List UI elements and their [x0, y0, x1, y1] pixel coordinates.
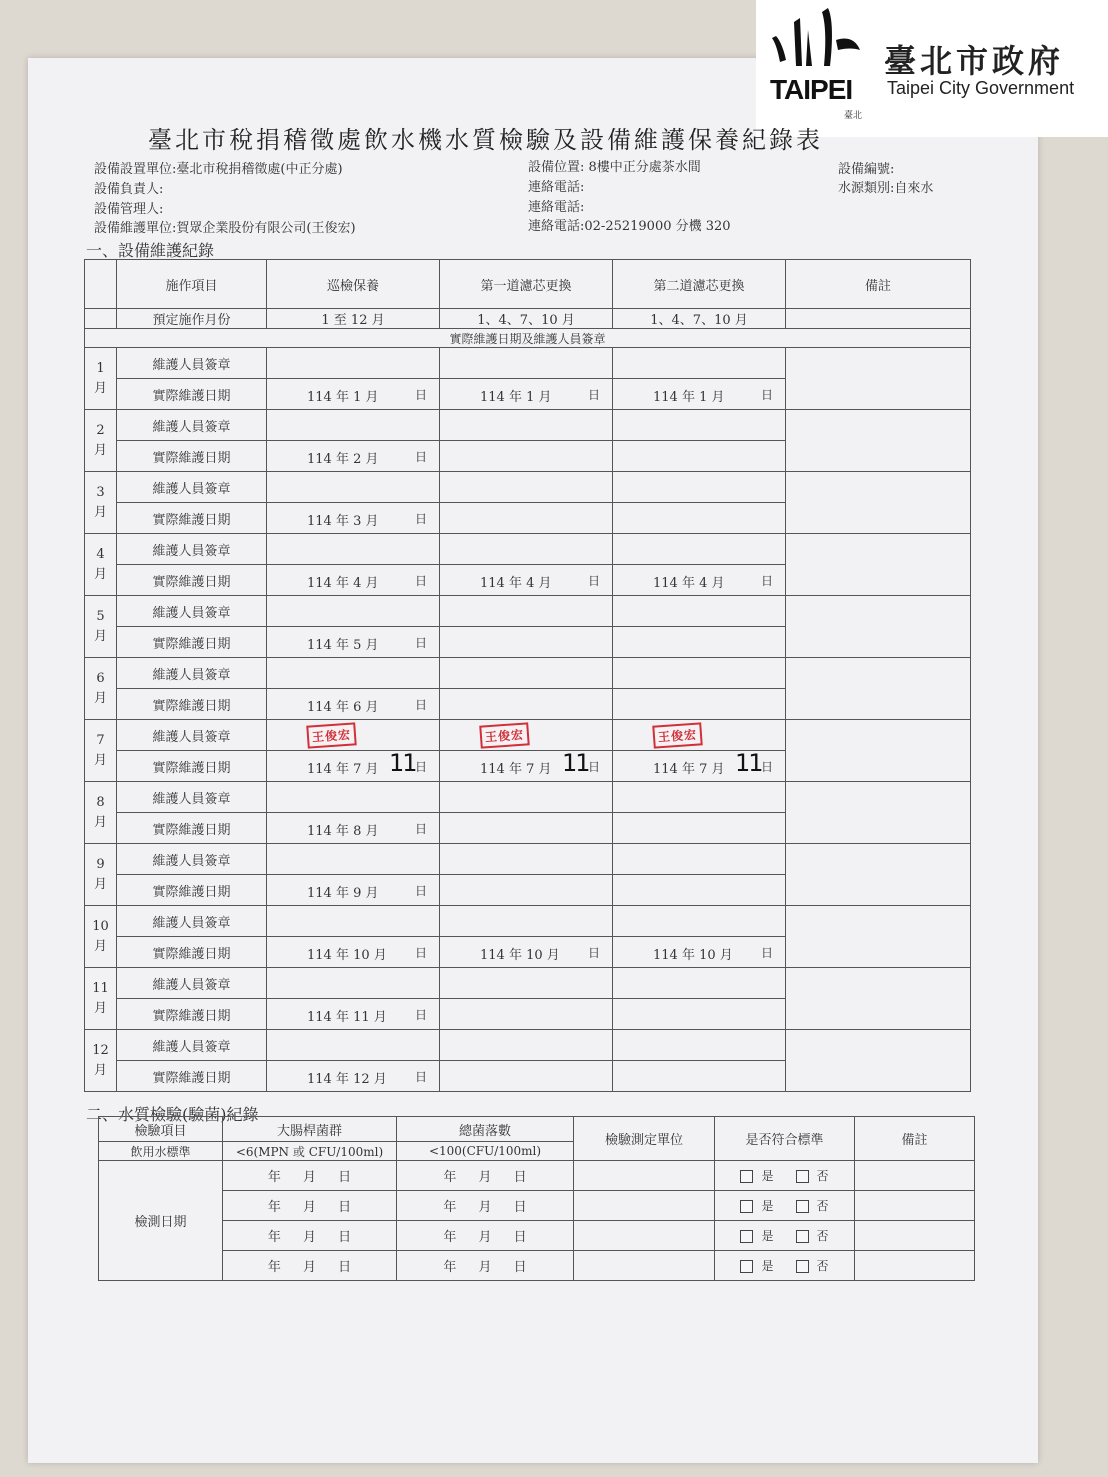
month-label: 4 月	[85, 534, 117, 596]
date-cell-filter1[interactable]	[440, 1061, 613, 1092]
date-cell-filter2[interactable]	[613, 875, 786, 906]
sign-cell-patrol[interactable]	[267, 782, 440, 813]
month-sign-row	[85, 472, 971, 503]
sign-cell-filter2[interactable]	[613, 1030, 786, 1061]
no-label: 否	[816, 1169, 829, 1183]
month-label: 12 月	[85, 1030, 117, 1092]
header-blank	[85, 260, 117, 309]
no-label: 否	[816, 1199, 829, 1213]
remark-cell[interactable]	[786, 906, 971, 968]
day-suffix: 日	[414, 574, 427, 588]
month-sign-row	[85, 782, 971, 813]
info-water-source: 水源類別:自來水	[838, 181, 934, 196]
ymd-coliform[interactable]: 年 月 日	[223, 1251, 397, 1281]
test-remark-cell[interactable]	[855, 1191, 975, 1221]
remark-cell[interactable]	[786, 844, 971, 906]
date-cell-filter1[interactable]	[440, 379, 613, 410]
yes-label: 是	[761, 1199, 774, 1213]
day-suffix: 日	[414, 698, 427, 712]
standard-coliform: <6(MPN 或 CFU/100ml)	[223, 1142, 397, 1161]
ymd-bacteria[interactable]: 年 月 日	[397, 1161, 574, 1191]
form-title: 臺北市稅捐稽徵處飲水機水質檢驗及設備維護保養紀錄表	[148, 126, 823, 154]
date-cell-patrol[interactable]	[267, 441, 440, 472]
sign-cell-filter1[interactable]	[440, 658, 613, 689]
info-equip-no: 設備編號:	[838, 162, 895, 177]
day-suffix: 日	[760, 574, 773, 588]
day-suffix: 日	[414, 388, 427, 402]
water-test-table	[98, 1116, 975, 1281]
date-month-text: 114 年 6 月	[307, 700, 379, 715]
date-month-text: 114 年 4 月	[653, 576, 725, 591]
remark-cell[interactable]	[786, 410, 971, 472]
taipei-wordmark-sub: 臺北	[844, 111, 863, 121]
day-suffix: 日	[587, 388, 600, 402]
actual-banner: 實際維護日期及維護人員簽章	[85, 329, 971, 348]
date-cell-filter1[interactable]	[440, 441, 613, 472]
date-cell-patrol[interactable]	[267, 627, 440, 658]
date-cell-patrol[interactable]	[267, 751, 440, 782]
logo-name-zh: 臺北市政府	[884, 42, 1065, 80]
sign-label: 維護人員簽章	[117, 720, 267, 751]
date-cell-filter2[interactable]	[613, 441, 786, 472]
plan-blank	[85, 309, 117, 329]
date-label: 實際維護日期	[117, 627, 267, 658]
test-unit-cell[interactable]	[574, 1221, 715, 1251]
handwritten-day: 11	[735, 750, 762, 777]
info-phone-1: 連絡電話:	[528, 180, 585, 195]
day-suffix: 日	[414, 636, 427, 650]
water-header-remark: 備註	[855, 1117, 975, 1161]
ymd-bacteria[interactable]: 年 月 日	[397, 1251, 574, 1281]
sign-cell-filter1[interactable]	[440, 968, 613, 999]
sign-label: 維護人員簽章	[117, 596, 267, 627]
pass-choice-cell	[715, 1161, 855, 1191]
date-cell-patrol[interactable]	[267, 937, 440, 968]
test-unit-cell[interactable]	[574, 1191, 715, 1221]
sign-cell-filter1[interactable]	[440, 906, 613, 937]
date-cell-filter2[interactable]	[613, 503, 786, 534]
test-date-row	[99, 1251, 975, 1281]
sign-label: 維護人員簽章	[117, 472, 267, 503]
pass-choice-cell	[715, 1191, 855, 1221]
date-cell-patrol[interactable]	[267, 875, 440, 906]
date-cell-patrol[interactable]	[267, 999, 440, 1030]
date-cell-filter1[interactable]	[440, 937, 613, 968]
no-checkbox[interactable]	[796, 1200, 809, 1213]
test-date-row	[99, 1161, 975, 1191]
month-sign-row	[85, 844, 971, 875]
sign-cell-patrol[interactable]	[267, 906, 440, 937]
sign-cell-filter2[interactable]	[613, 658, 786, 689]
no-label: 否	[816, 1259, 829, 1273]
month-sign-row	[85, 596, 971, 627]
day-suffix: 日	[760, 760, 773, 774]
plan-patrol: 1 至 12 月	[267, 309, 440, 329]
yes-checkbox[interactable]	[740, 1170, 753, 1183]
section-water-heading: 二、水質檢驗(驗菌)紀錄	[86, 1105, 259, 1124]
month-label: 8 月	[85, 782, 117, 844]
date-label: 實際維護日期	[117, 441, 267, 472]
day-suffix: 日	[760, 946, 773, 960]
no-checkbox[interactable]	[796, 1230, 809, 1243]
date-cell-filter1[interactable]	[440, 503, 613, 534]
info-manager: 設備管理人:	[94, 202, 164, 217]
date-cell-patrol[interactable]	[267, 503, 440, 534]
water-header-item: 檢驗項目	[99, 1117, 223, 1142]
date-month-text: 114 年 4 月	[307, 576, 379, 591]
date-month-text: 114 年 10 月	[307, 948, 387, 963]
sign-cell-filter2[interactable]	[613, 534, 786, 565]
taipei-wordmark: TAIPEI	[770, 74, 853, 105]
month-sign-row	[85, 906, 971, 937]
water-header-bacteria: 總菌落數	[397, 1117, 574, 1142]
sign-label: 維護人員簽章	[117, 348, 267, 379]
date-cell-filter1[interactable]	[440, 813, 613, 844]
date-cell-filter1[interactable]	[440, 689, 613, 720]
month-label: 2 月	[85, 410, 117, 472]
date-month-text: 114 年 1 月	[307, 390, 379, 405]
date-cell-filter2[interactable]	[613, 627, 786, 658]
sign-label: 維護人員簽章	[117, 844, 267, 875]
date-month-text: 114 年 10 月	[653, 948, 733, 963]
test-date-label: 檢測日期	[99, 1161, 223, 1281]
header-patrol: 巡檢保養	[267, 260, 440, 309]
ymd-bacteria[interactable]: 年 月 日	[397, 1221, 574, 1251]
date-month-text: 114 年 7 月	[480, 762, 552, 777]
water-header-pass: 是否符合標準	[715, 1117, 855, 1161]
date-month-text: 114 年 9 月	[307, 886, 379, 901]
day-suffix: 日	[414, 1008, 427, 1022]
handwritten-day: 11	[562, 750, 589, 777]
sign-cell-filter2[interactable]	[613, 782, 786, 813]
sign-cell-patrol[interactable]	[267, 348, 440, 379]
date-cell-filter1[interactable]	[440, 999, 613, 1030]
header-filter2: 第二道濾芯更換	[613, 260, 786, 309]
date-month-text: 114 年 3 月	[307, 514, 379, 529]
date-cell-filter1[interactable]	[440, 627, 613, 658]
day-suffix: 日	[414, 1070, 427, 1084]
date-month-text: 114 年 2 月	[307, 452, 379, 467]
taipei-logo	[756, 0, 1108, 137]
remark-cell[interactable]	[786, 658, 971, 720]
month-sign-row	[85, 348, 971, 379]
date-cell-patrol[interactable]	[267, 689, 440, 720]
plan-label: 預定施作月份	[117, 309, 267, 329]
date-label: 實際維護日期	[117, 1061, 267, 1092]
remark-cell[interactable]	[786, 1030, 971, 1092]
remark-cell[interactable]	[786, 968, 971, 1030]
sign-cell-patrol[interactable]	[267, 472, 440, 503]
test-remark-cell[interactable]	[855, 1251, 975, 1281]
month-label: 1 月	[85, 348, 117, 410]
no-checkbox[interactable]	[796, 1170, 809, 1183]
no-checkbox[interactable]	[796, 1260, 809, 1273]
test-remark-cell[interactable]	[855, 1161, 975, 1191]
sign-cell-patrol[interactable]	[267, 968, 440, 999]
pass-choice-cell	[715, 1221, 855, 1251]
day-suffix: 日	[587, 574, 600, 588]
day-suffix: 日	[587, 760, 600, 774]
month-sign-row	[85, 534, 971, 565]
ymd-coliform[interactable]: 年 月 日	[223, 1191, 397, 1221]
water-header-coliform: 大腸桿菌群	[223, 1117, 397, 1142]
date-cell-filter2[interactable]	[613, 565, 786, 596]
remark-cell[interactable]	[786, 472, 971, 534]
month-sign-row	[85, 720, 971, 751]
date-month-text: 114 年 7 月	[307, 762, 379, 777]
test-unit-cell[interactable]	[574, 1161, 715, 1191]
remark-cell[interactable]	[786, 782, 971, 844]
day-suffix: 日	[587, 946, 600, 960]
yes-label: 是	[761, 1259, 774, 1273]
month-label: 10 月	[85, 906, 117, 968]
month-label: 9 月	[85, 844, 117, 906]
month-label: 7 月	[85, 720, 117, 782]
date-label: 實際維護日期	[117, 999, 267, 1030]
plan-remark	[786, 309, 971, 329]
sign-cell-filter1[interactable]	[440, 596, 613, 627]
month-label: 5 月	[85, 596, 117, 658]
date-cell-filter2[interactable]	[613, 689, 786, 720]
sign-cell-filter1[interactable]	[440, 410, 613, 441]
header-filter1: 第一道濾芯更換	[440, 260, 613, 309]
day-suffix: 日	[414, 884, 427, 898]
sign-cell-filter1[interactable]	[440, 720, 613, 751]
sign-cell-filter2[interactable]	[613, 472, 786, 503]
maintenance-table	[84, 259, 971, 1092]
date-month-text: 114 年 12 月	[307, 1072, 387, 1087]
sign-cell-patrol[interactable]	[267, 534, 440, 565]
standard-label: 飲用水標準	[99, 1142, 223, 1161]
test-date-row	[99, 1221, 975, 1251]
day-suffix: 日	[414, 512, 427, 526]
date-month-text: 114 年 1 月	[653, 390, 725, 405]
date-cell-patrol[interactable]	[267, 565, 440, 596]
month-label: 3 月	[85, 472, 117, 534]
sign-label: 維護人員簽章	[117, 534, 267, 565]
remark-cell[interactable]	[786, 534, 971, 596]
date-month-text: 114 年 8 月	[307, 824, 379, 839]
test-remark-cell[interactable]	[855, 1221, 975, 1251]
test-date-row	[99, 1191, 975, 1221]
ymd-coliform[interactable]: 年 月 日	[223, 1221, 397, 1251]
sign-cell-filter1[interactable]	[440, 348, 613, 379]
date-cell-filter2[interactable]	[613, 1061, 786, 1092]
date-cell-filter1[interactable]	[440, 565, 613, 596]
yes-label: 是	[761, 1229, 774, 1243]
month-sign-row	[85, 1030, 971, 1061]
date-label: 實際維護日期	[117, 565, 267, 596]
month-sign-row	[85, 968, 971, 999]
day-suffix: 日	[760, 388, 773, 402]
date-label: 實際維護日期	[117, 813, 267, 844]
date-month-text: 114 年 4 月	[480, 576, 552, 591]
sign-cell-filter1[interactable]	[440, 782, 613, 813]
standard-bacteria: <100(CFU/100ml)	[397, 1142, 574, 1161]
date-cell-patrol[interactable]	[267, 813, 440, 844]
remark-cell[interactable]	[786, 596, 971, 658]
date-month-text: 114 年 11 月	[307, 1010, 387, 1025]
day-suffix: 日	[414, 450, 427, 464]
month-sign-row	[85, 658, 971, 689]
sign-cell-filter1[interactable]	[440, 1030, 613, 1061]
sign-cell-filter2[interactable]	[613, 596, 786, 627]
plan-filter2: 1、4、7、10 月	[613, 309, 786, 329]
date-cell-filter2[interactable]	[613, 999, 786, 1030]
date-cell-filter2[interactable]	[613, 937, 786, 968]
sign-cell-filter1[interactable]	[440, 472, 613, 503]
sign-cell-filter1[interactable]	[440, 534, 613, 565]
no-label: 否	[816, 1229, 829, 1243]
date-label: 實際維護日期	[117, 751, 267, 782]
seal-stamp: 王俊宏	[306, 722, 357, 748]
date-label: 實際維護日期	[117, 379, 267, 410]
date-label: 實際維護日期	[117, 689, 267, 720]
info-phone-3: 連絡電話:02-25219000 分機 320	[528, 219, 731, 234]
date-month-text: 114 年 1 月	[480, 390, 552, 405]
date-cell-filter1[interactable]	[440, 751, 613, 782]
test-unit-cell[interactable]	[574, 1251, 715, 1281]
date-cell-filter2[interactable]	[613, 813, 786, 844]
sign-cell-patrol[interactable]	[267, 720, 440, 751]
sign-label: 維護人員簽章	[117, 906, 267, 937]
date-month-text: 114 年 10 月	[480, 948, 560, 963]
yes-checkbox[interactable]	[740, 1200, 753, 1213]
sign-cell-filter2[interactable]	[613, 906, 786, 937]
sign-cell-patrol[interactable]	[267, 596, 440, 627]
day-suffix: 日	[414, 760, 427, 774]
sign-cell-filter2[interactable]	[613, 410, 786, 441]
date-cell-filter2[interactable]	[613, 379, 786, 410]
header-item: 施作項目	[117, 260, 267, 309]
sign-cell-patrol[interactable]	[267, 410, 440, 441]
month-sign-row	[85, 410, 971, 441]
yes-label: 是	[761, 1169, 774, 1183]
info-unit: 設備設置單位:臺北市稅捐稽徵處(中正分處)	[94, 162, 343, 177]
remark-cell[interactable]	[786, 720, 971, 782]
logo-name-en: Taipei City Government	[887, 78, 1075, 98]
header-remark: 備註	[786, 260, 971, 309]
sign-label: 維護人員簽章	[117, 658, 267, 689]
pass-choice-cell	[715, 1251, 855, 1281]
sign-cell-filter2[interactable]	[613, 844, 786, 875]
sign-cell-patrol[interactable]	[267, 1030, 440, 1061]
info-owner: 設備負責人:	[94, 182, 164, 197]
handwritten-day: 11	[389, 750, 416, 777]
ymd-bacteria[interactable]: 年 月 日	[397, 1191, 574, 1221]
date-cell-filter2[interactable]	[613, 751, 786, 782]
yes-checkbox[interactable]	[740, 1260, 753, 1273]
sign-cell-filter2[interactable]	[613, 968, 786, 999]
section-maintenance-heading: 一、設備維護紀錄	[86, 241, 215, 260]
info-phone-2: 連絡電話:	[528, 200, 585, 215]
month-label: 6 月	[85, 658, 117, 720]
info-location: 設備位置: 8樓中正分處茶水間	[528, 160, 701, 175]
sign-cell-patrol[interactable]	[267, 844, 440, 875]
sign-cell-patrol[interactable]	[267, 658, 440, 689]
month-label: 11 月	[85, 968, 117, 1030]
date-label: 實際維護日期	[117, 875, 267, 906]
sign-label: 維護人員簽章	[117, 782, 267, 813]
sign-label: 維護人員簽章	[117, 410, 267, 441]
sign-cell-filter1[interactable]	[440, 844, 613, 875]
seal-stamp: 王俊宏	[652, 722, 703, 748]
date-label: 實際維護日期	[117, 503, 267, 534]
date-month-text: 114 年 5 月	[307, 638, 379, 653]
yes-checkbox[interactable]	[740, 1230, 753, 1243]
date-cell-patrol[interactable]	[267, 379, 440, 410]
plan-filter1: 1、4、7、10 月	[440, 309, 613, 329]
info-vendor: 設備維護單位:賀眾企業股份有限公司(王俊宏)	[94, 221, 356, 236]
day-suffix: 日	[414, 946, 427, 960]
remark-cell[interactable]	[786, 348, 971, 410]
ymd-coliform[interactable]: 年 月 日	[223, 1161, 397, 1191]
sign-cell-filter2[interactable]	[613, 720, 786, 751]
date-cell-filter1[interactable]	[440, 875, 613, 906]
date-label: 實際維護日期	[117, 937, 267, 968]
water-header-unit: 檢驗測定單位	[574, 1117, 715, 1161]
sign-label: 維護人員簽章	[117, 968, 267, 999]
date-month-text: 114 年 7 月	[653, 762, 725, 777]
sign-label: 維護人員簽章	[117, 1030, 267, 1061]
seal-stamp: 王俊宏	[479, 722, 530, 748]
date-cell-patrol[interactable]	[267, 1061, 440, 1092]
day-suffix: 日	[414, 822, 427, 836]
sign-cell-filter2[interactable]	[613, 348, 786, 379]
